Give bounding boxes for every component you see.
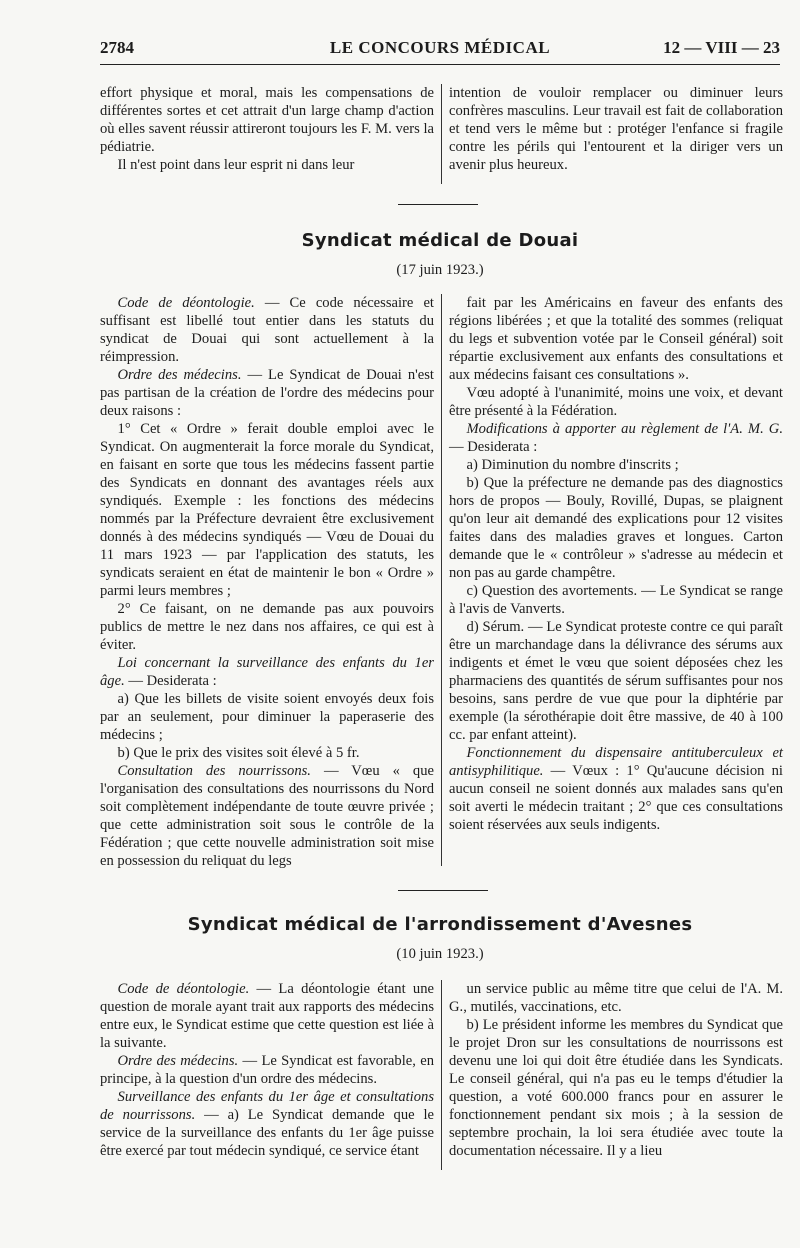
paragraph: intention de vouloir remplacer ou diminuer leurs confrères masculins. Leur travail est fait de collaboration et tend vers le même but : protéger l'enfance si fragile contre les périls qui l'entourent et la diriger vers un avenir plus heureux. xyxy=(449,85,783,173)
column-divider xyxy=(441,84,442,184)
paragraph-text: — La déontologie étant une question de morale ayant trait aux rapports des médecins entre eux, le Syndicat estime que cette question est liée à la suivante. xyxy=(100,981,434,1051)
section-date: (17 juin 1923.) xyxy=(396,262,484,278)
paragraph xyxy=(100,294,434,366)
paragraph-text: a) Diminution du nombre d'inscrits ; xyxy=(466,457,679,473)
paragraph-text: — a) Le Syndicat demande que le service de la surveillance des enfants du 1er âge puisse être exercé par tout médecin syndiqué, ce service étant xyxy=(100,1107,434,1159)
top-right-column xyxy=(449,84,783,174)
paragraph xyxy=(449,456,783,474)
section2-right-column xyxy=(449,980,783,1160)
column-divider xyxy=(441,980,442,1170)
paragraph xyxy=(449,618,783,744)
paragraph-heading: Consultation des nourrissons. xyxy=(117,763,311,779)
paragraph xyxy=(100,980,434,1052)
paragraph xyxy=(100,366,434,420)
paragraph-heading: Ordre des médecins. xyxy=(117,367,242,383)
journal-title: LE CONCOURS MÉDICAL xyxy=(329,38,551,57)
running-header xyxy=(100,38,780,62)
paragraph-text: — Ce code nécessaire et suffisant est libellé tout entier dans les statuts du syndicat de Douai qui sont actuellement à la réimpression. xyxy=(100,295,434,365)
paragraph-text: — Vœux : 1° Qu'aucune décision ni aucun conseil ne soient donnés aux malades sans qu'en soit averti le médecin traitant ; 2° que ces consultations soient réservées aux seuls indigents. xyxy=(449,763,783,833)
paragraph-text: — Desiderata : xyxy=(124,673,217,689)
paragraph-heading: Code de déontologie. xyxy=(117,981,250,997)
paragraph-text: fait par les Américains en faveur des enfants des régions libérées ; et que la totalité des sommes (reliquat du legs et subvention votée par le Conseil général) soit répartie exclusivement aux enfants des consultations et aux médecins faisant ces consultations ». xyxy=(449,295,783,383)
top-left-column xyxy=(100,84,434,174)
paragraph xyxy=(100,420,434,600)
issue-date: 12 — VIII — 23 xyxy=(663,38,780,57)
header-rule xyxy=(100,64,780,65)
section2-left-column xyxy=(100,980,434,1160)
section-date: (10 juin 1923.) xyxy=(396,946,484,962)
page-number: 2784 xyxy=(100,38,134,57)
paragraph-heading: Ordre des médecins. xyxy=(117,1053,239,1069)
section-title: Syndicat médical de Douai xyxy=(301,230,579,251)
paragraph-text: d) Sérum. — Le Syndicat proteste contre ce qui paraît être un marchandage dans la délivrance des sérums aux indigents et émet le vœu que soient déposées chez les pharmaciens des quantités de sérum suffisantes pour nos besoins, sans perdre de vue que pour la diphtérie par exemple (la sérothérapie doit être massive, de 40 à 100 cc. par enfant atteint). xyxy=(449,619,783,743)
paragraph xyxy=(100,762,434,870)
paragraph-text: — Le Syndicat est favorable, en principe, à la question d'un ordre des médecins. xyxy=(100,1053,434,1087)
paragraph-text: Vœu adopté à l'unanimité, moins une voix, et devant être présenté à la Fédération. xyxy=(449,385,783,419)
paragraph xyxy=(100,690,434,744)
column-divider xyxy=(441,294,442,866)
paragraph-text: — Desiderata : xyxy=(449,439,538,455)
paragraph-heading: Code de déontologie. xyxy=(117,295,255,311)
paragraph xyxy=(100,654,434,690)
section-separator xyxy=(398,890,488,891)
paragraph xyxy=(449,420,783,456)
paragraph xyxy=(449,384,783,420)
paragraph-text: 2° Ce faisant, on ne demande pas aux pouvoirs publics de mettre le nez dans nos affaires, ce qui est à éviter. xyxy=(100,601,434,653)
paragraph: Il n'est point dans leur esprit ni dans leur xyxy=(117,157,355,173)
paragraph xyxy=(449,744,783,834)
paragraph-text: 1° Cet « Ordre » ferait double emploi avec le Syndicat. On augmenterait la force morale du Syndicat, en faisant en sorte que tous les médecins fassent partie des Syndicats en donnant des avantages réels aux syndiqués. Exemple : les fonctions des médecins nommés par la Préfecture devraient être exclusivement donnés à des médecins syndiqués — Vœu de Douai du 11 mars 1923 — par l'application des statuts, les syndicats seraient en état de maintenir le bon « Ordre » parmi leurs membres ; xyxy=(100,421,434,599)
section-separator xyxy=(398,204,478,205)
paragraph xyxy=(100,600,434,654)
section1-right-column xyxy=(449,294,783,834)
section1-left-column xyxy=(100,294,434,870)
paragraph: effort physique et moral, mais les compensations de différentes sortes et cet attrait d'un large champ d'action où elles savent réussir attireront toujours les F. M. vers la pédiatrie. xyxy=(100,85,434,155)
paragraph-heading: Fonctionnement du dispensaire antituberculeux et antisyphilitique. xyxy=(449,745,783,779)
paragraph-heading: Modifications à apporter au règlement de l'A. M. G. xyxy=(466,421,783,437)
section-title: Syndicat médical de l'arrondissement d'Avesnes xyxy=(187,914,693,935)
paragraph xyxy=(449,1016,783,1160)
paragraph-text: b) Que la préfecture ne demande pas des diagnostics hors de propos — Bouly, Rovillé, Dupas, se plaignent qu'on leur ait demandé des explications pour 12 visites faites dans des maladies graves et longues. Carton demande que le « contrôleur » s'adresse au médecin et non pas au garde champêtre. xyxy=(449,475,783,581)
paragraph-heading: Loi concernant la surveillance des enfants du 1er âge. xyxy=(100,655,434,689)
paragraph-text: b) Que le prix des visites soit élevé à 5 fr. xyxy=(117,745,360,761)
paragraph-text: — Le Syndicat de Douai n'est pas partisan de la création de l'ordre des médecins pour deux raisons : xyxy=(100,367,434,419)
paragraph xyxy=(449,474,783,582)
paragraph xyxy=(449,980,783,1016)
paragraph xyxy=(100,744,434,762)
paragraph-text: — Vœu « que l'organisation des consultations des nourrissons du Nord soit complètement indépendante de toute œuvre privée ; que cette administration soit sous le contrôle de la Fédération ; que cette nouvelle administration soit mise en possession du reliquat du legs xyxy=(100,763,434,869)
paragraph-text: c) Question des avortements. — Le Syndicat se range à l'avis de Vanverts. xyxy=(449,583,783,617)
paragraph-heading: Surveillance des enfants du 1er âge et consultations de nourrissons. xyxy=(100,1089,434,1123)
paragraph-text: a) Que les billets de visite soient envoyés deux fois par an seulement, pour diminuer la paperaserie des médecins ; xyxy=(100,691,434,743)
paragraph xyxy=(449,294,783,384)
paragraph xyxy=(100,1052,434,1088)
paragraph-text: un service public au même titre que celui de l'A. M. G., mutilés, vaccinations, etc. xyxy=(449,981,783,1015)
paragraph xyxy=(449,582,783,618)
paragraph xyxy=(100,1088,434,1160)
paragraph-text: b) Le président informe les membres du Syndicat que le projet Dron sur les consultations de nourrissons est devenu une loi qui doit être étudiée dans les Syndicats. Le conseil général, qui n'a pas eu le temps d'étudier la question, a voté 600.000 francs pour en assurer le fonctionnement pendant six mois ; à la session de septembre prochain, la loi sera étudiée avec toute la documentation nécessaire. Il y a lieu xyxy=(449,1017,783,1159)
